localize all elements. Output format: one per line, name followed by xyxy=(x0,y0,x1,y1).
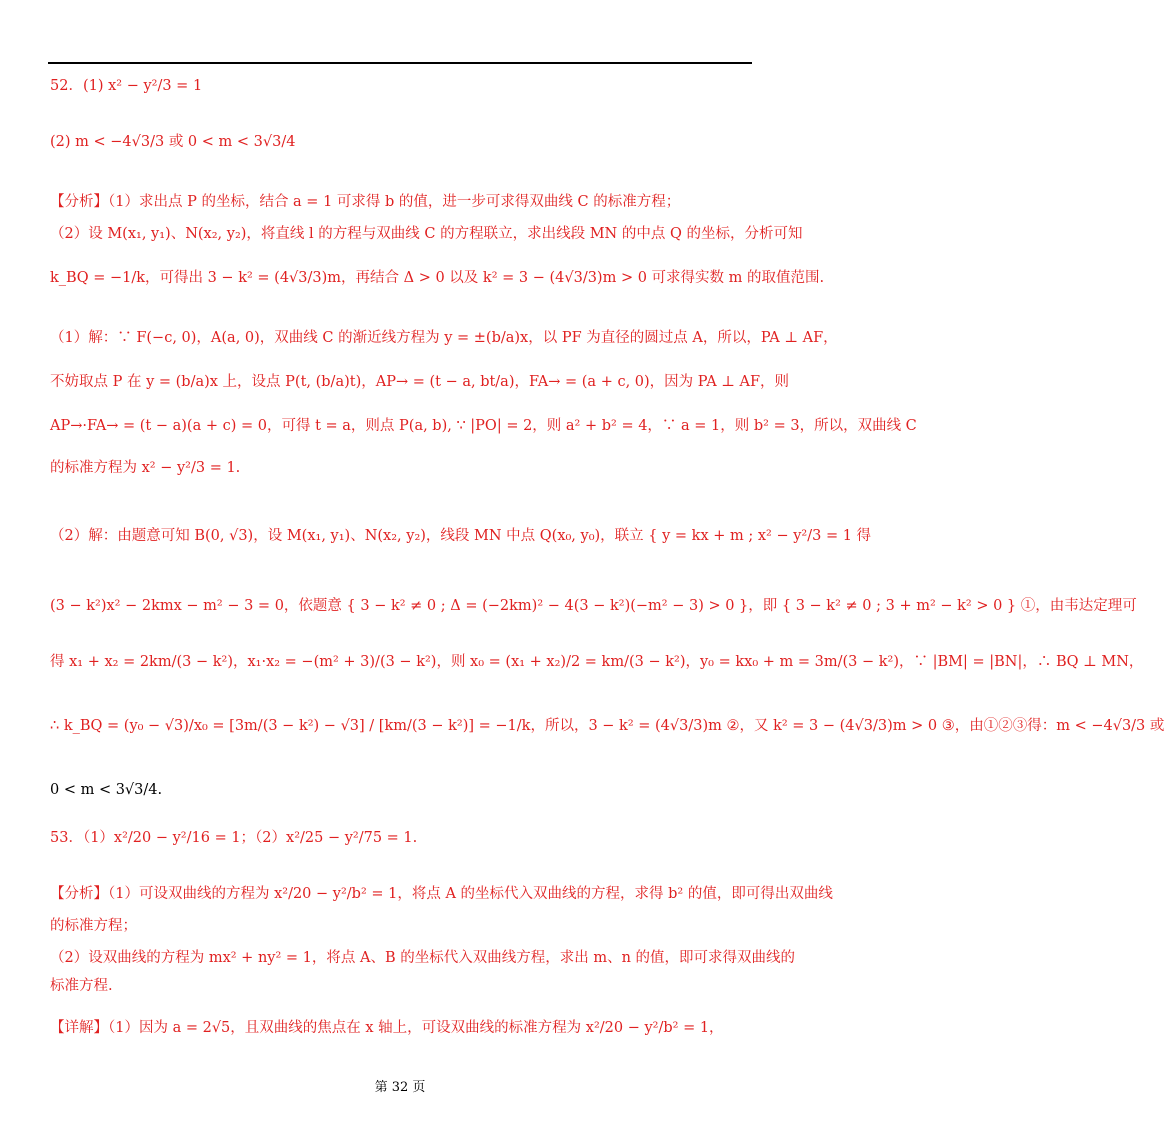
analysis-53-2b: 标准方程. xyxy=(50,978,113,994)
solution-52-2b: (3 − k²)x² − 2kmx − m² − 3 = 0，依题意 { 3 − k² ≠ 0 ; Δ = (−2km)² − 4(3 − k²)(−m² − 3) > 0 }，即 { 3 − k² ≠ 0 ; 3 + m² − k² > 0 } ①，由韦达定理可 xyxy=(50,598,1137,614)
analysis-53-1a: 【分析】（1）可设双曲线的方程为 x²/20 − y²/b² = 1，将点 A 的坐标代入双曲线的方程，求得 b² 的值，即可得出双曲线 xyxy=(50,886,833,902)
solution-52-2e: 0 < m < 3√3/4. xyxy=(50,782,163,798)
analysis-53-1b: 的标准方程； xyxy=(50,918,137,934)
answer-52-part2: (2) m < −4√3/3 或 0 < m < 3√3/4 xyxy=(50,134,296,150)
solution-52-1d: 的标准方程为 x² − y²/3 = 1. xyxy=(50,460,241,476)
analysis-52-2: （2）设 M(x₁, y₁)、N(x₂, y₂)，将直线 l 的方程与双曲线 C 的方程联立，求出线段 MN 的中点 Q 的坐标，分析可知 xyxy=(50,226,803,242)
solution-52-2c: 得 x₁ + x₂ = 2km/(3 − k²)，x₁·x₂ = −(m² + 3)/(3 − k²)，则 x₀ = (x₁ + x₂)/2 = km/(3 − k²)，y₀ = kx₀ + m = 3m/(3 − k²)，∵ |BM| = |BN|，∴ BQ ⊥ MN， xyxy=(50,654,1144,670)
analysis-52-1: 【分析】（1）求出点 P 的坐标，结合 a = 1 可求得 b 的值，进一步可求得双曲线 C 的标准方程； xyxy=(50,194,681,210)
header-rule xyxy=(48,62,752,64)
solution-52-1c: AP→·FA→ = (t − a)(a + c) = 0，可得 t = a，则点 P(a, b), ∵ |PO| = 2，则 a² + b² = 4，∵ a = 1，则 b² = 3，所以，双曲线 C xyxy=(50,418,917,434)
solution-52-1a: （1）解：∵ F(−c, 0)，A(a, 0)，双曲线 C 的渐近线方程为 y = ±(b/a)x，以 PF 为直径的圆过点 A，所以，PA ⊥ AF， xyxy=(50,330,838,346)
detail-53-1: 【详解】（1）因为 a = 2√5，且双曲线的焦点在 x 轴上，可设双曲线的标准方程为 x²/20 − y²/b² = 1， xyxy=(50,1020,724,1036)
page-number: 第 32 页 xyxy=(374,1080,426,1095)
solution-52-1b: 不妨取点 P 在 y = (b/a)x 上，设点 P(t, (b/a)t)，AP→ = (t − a, bt/a)，FA→ = (a + c, 0)，因为 PA ⊥ AF，则 xyxy=(50,374,790,390)
analysis-53-2a: （2）设双曲线的方程为 mx² + ny² = 1，将点 A、B 的坐标代入双曲线方程，求出 m、n 的值，即可求得双曲线的 xyxy=(50,950,796,966)
solution-52-2a: （2）解：由题意可知 B(0, √3)，设 M(x₁, y₁)、N(x₂, y₂)，线段 MN 中点 Q(x₀, y₀)，联立 { y = kx + m ; x² − y²/3 = 1 得 xyxy=(50,528,872,544)
solution-52-2d: ∴ k_BQ = (y₀ − √3)/x₀ = [3m/(3 − k²) − √3] / [km/(3 − k²)] = −1/k，所以，3 − k² = (4√3/3)m ②，又 k² = 3 − (4√3/3)m > 0 ③，由①②③得：m < −4√3/3 或 xyxy=(50,718,1164,734)
answer-53: 53．（1）x²/20 − y²/16 = 1；（2）x²/25 − y²/75 = 1. xyxy=(50,830,418,846)
analysis-52-3: k_BQ = −1/k，可得出 3 − k² = (4√3/3)m，再结合 Δ > 0 以及 k² = 3 − (4√3/3)m > 0 可求得实数 m 的取值范围. xyxy=(50,270,825,286)
answer-52-part1: 52．(1) x² − y²/3 = 1 xyxy=(50,78,203,94)
